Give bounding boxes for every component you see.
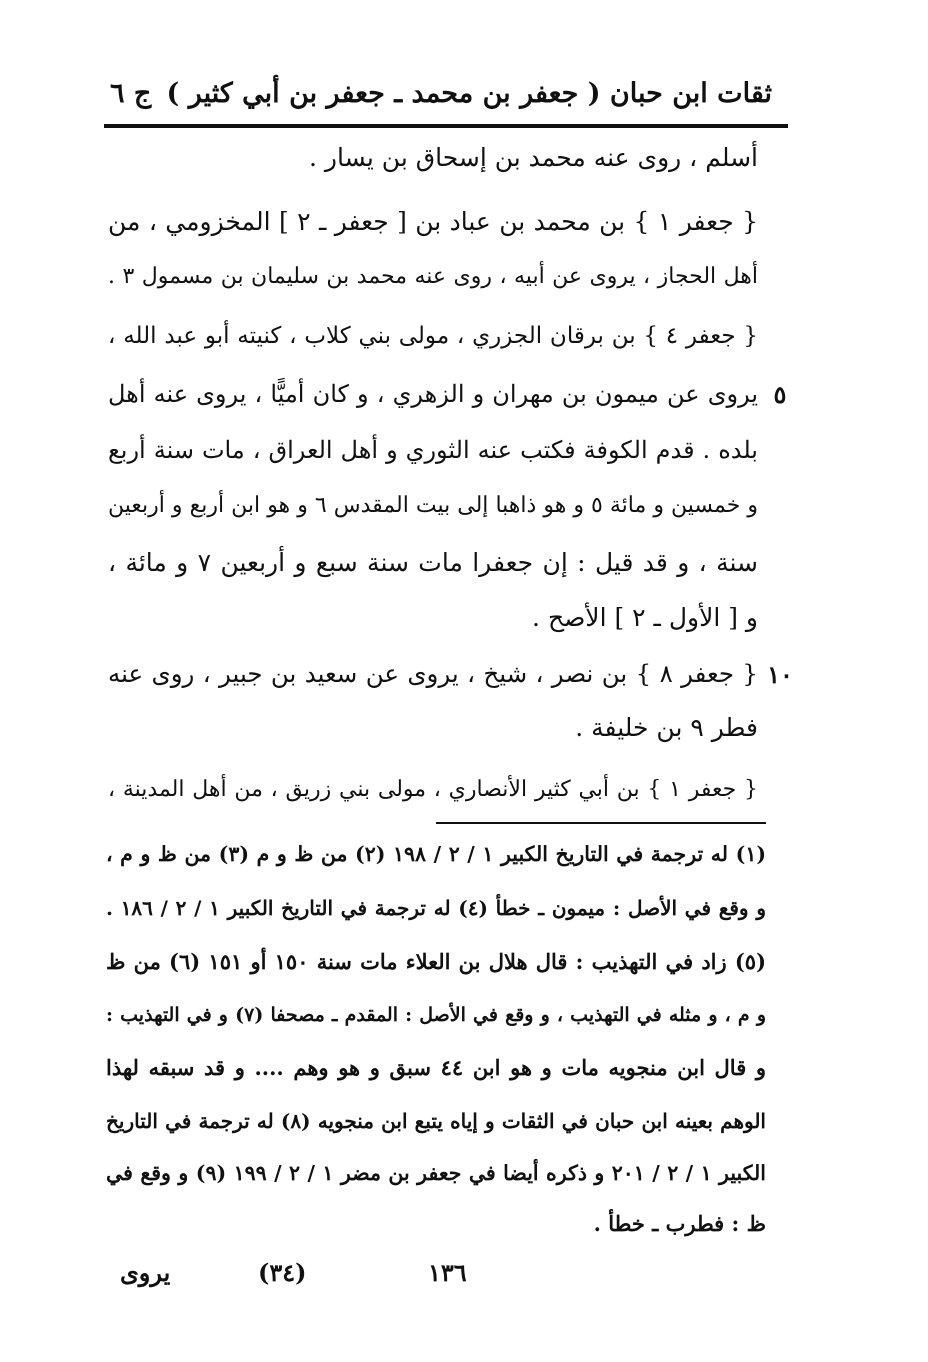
text-line: و [ الأول ـ ٢ ] الأصح . — [532, 603, 758, 632]
running-header — [100, 78, 772, 118]
text-line: يروى عن ميمون بن مهران و الزهري ، و كان أميًّا ، يروى عنه أهل — [108, 380, 758, 408]
text-line: { جعفر ١ } بن أبي كثير الأنصاري ، مولى بني زريق ، من أهل المدينة ، — [108, 777, 758, 802]
footnote-line: و قال ابن منجويه مات و هو ابن ٤٤ سبق و هو وهم .... و قد سبقه لهذا — [106, 1055, 767, 1080]
footnote-line: ظ : فطرب ـ خطأ . — [593, 1211, 766, 1236]
footnote-line: و وقع في الأصل : ميمون ـ خطأ (٤) له ترجمة في التاريخ الكبير ١ / ٢ / ١٨٦ . — [106, 896, 766, 920]
text-line: { جعفر ٤ } بن برقان الجزري ، مولى بني كلاب ، كنيته أبو عبد الله ، — [108, 323, 758, 349]
signature-mark: (٣٤) — [258, 1258, 307, 1287]
line-number: ٥ — [773, 380, 787, 409]
footnote-separator — [436, 822, 766, 824]
header-rule — [104, 124, 788, 128]
line-number: ١٠ — [767, 660, 793, 689]
text-line: { جعفر ٨ } بن نصر ، شيخ ، يروى عن سعيد بن جبير ، روى عنه — [108, 659, 758, 688]
text-line: فطر ٩ بن خليفة . — [575, 713, 758, 742]
text-line: بلده . قدم الكوفة فكتب عنه الثوري و أهل العراق ، مات سنة أربع — [108, 436, 758, 464]
text-line: أسلم ، روى عنه محمد بن إسحاق بن يسار . — [309, 143, 758, 172]
catchword: يروى — [120, 1258, 171, 1287]
footnote-line: الوهم بعينه ابن حبان في الثقات و إياه يتبع ابن منجويه (٨) له ترجمة في التاريخ — [106, 1109, 766, 1133]
footnote-line: و م ، و مثله في التهذيب ، و وقع في الأصل : المقدم ـ مصحفا (٧) و في التهذيب : — [106, 1004, 766, 1026]
footnote-line: الكبير ١ / ٢ / ٢٠١ و ذكره أيضا في جعفر بن مضر ١ / ٢ / ١٩٩ (٩) و وقع في — [106, 1161, 766, 1185]
text-line: سنة ، و قد قيل : إن جعفرا مات سنة سبع و أربعين ٧ و مائة ، — [108, 548, 758, 577]
footnote-line: (٥) زاد في التهذيب : قال هلال بن العلاء مات سنة ١٥٠ أو ١٥١ (٦) من ظ — [106, 949, 766, 974]
text-line: { جعفر ١ } بن محمد بن عباد بن [ جعفر ـ ٢ ] المخزومي ، من — [108, 207, 758, 236]
page-number: ١٣٦ — [428, 1258, 467, 1287]
text-line: و خمسين و مائة ٥ و هو ذاهبا إلى بيت المقدس ٦ و هو ابن أربع و أربعين — [108, 493, 758, 518]
volume-label: ج ٦ — [110, 78, 152, 109]
footnote-line: (١) له ترجمة في التاريخ الكبير ١ / ٢ / ١٩٨ (٢) من ظ و م (٣) من ظ و م ، — [106, 842, 767, 866]
text-line: أهل الحجاز ، يروى عن أبيه ، روى عنه محمد بن سليمان بن مسمول ٣ . — [108, 264, 758, 289]
header-title: ثقات ابن حبان ( جعفر بن محمد ـ جعفر بن أبي كثير ) — [166, 78, 772, 109]
